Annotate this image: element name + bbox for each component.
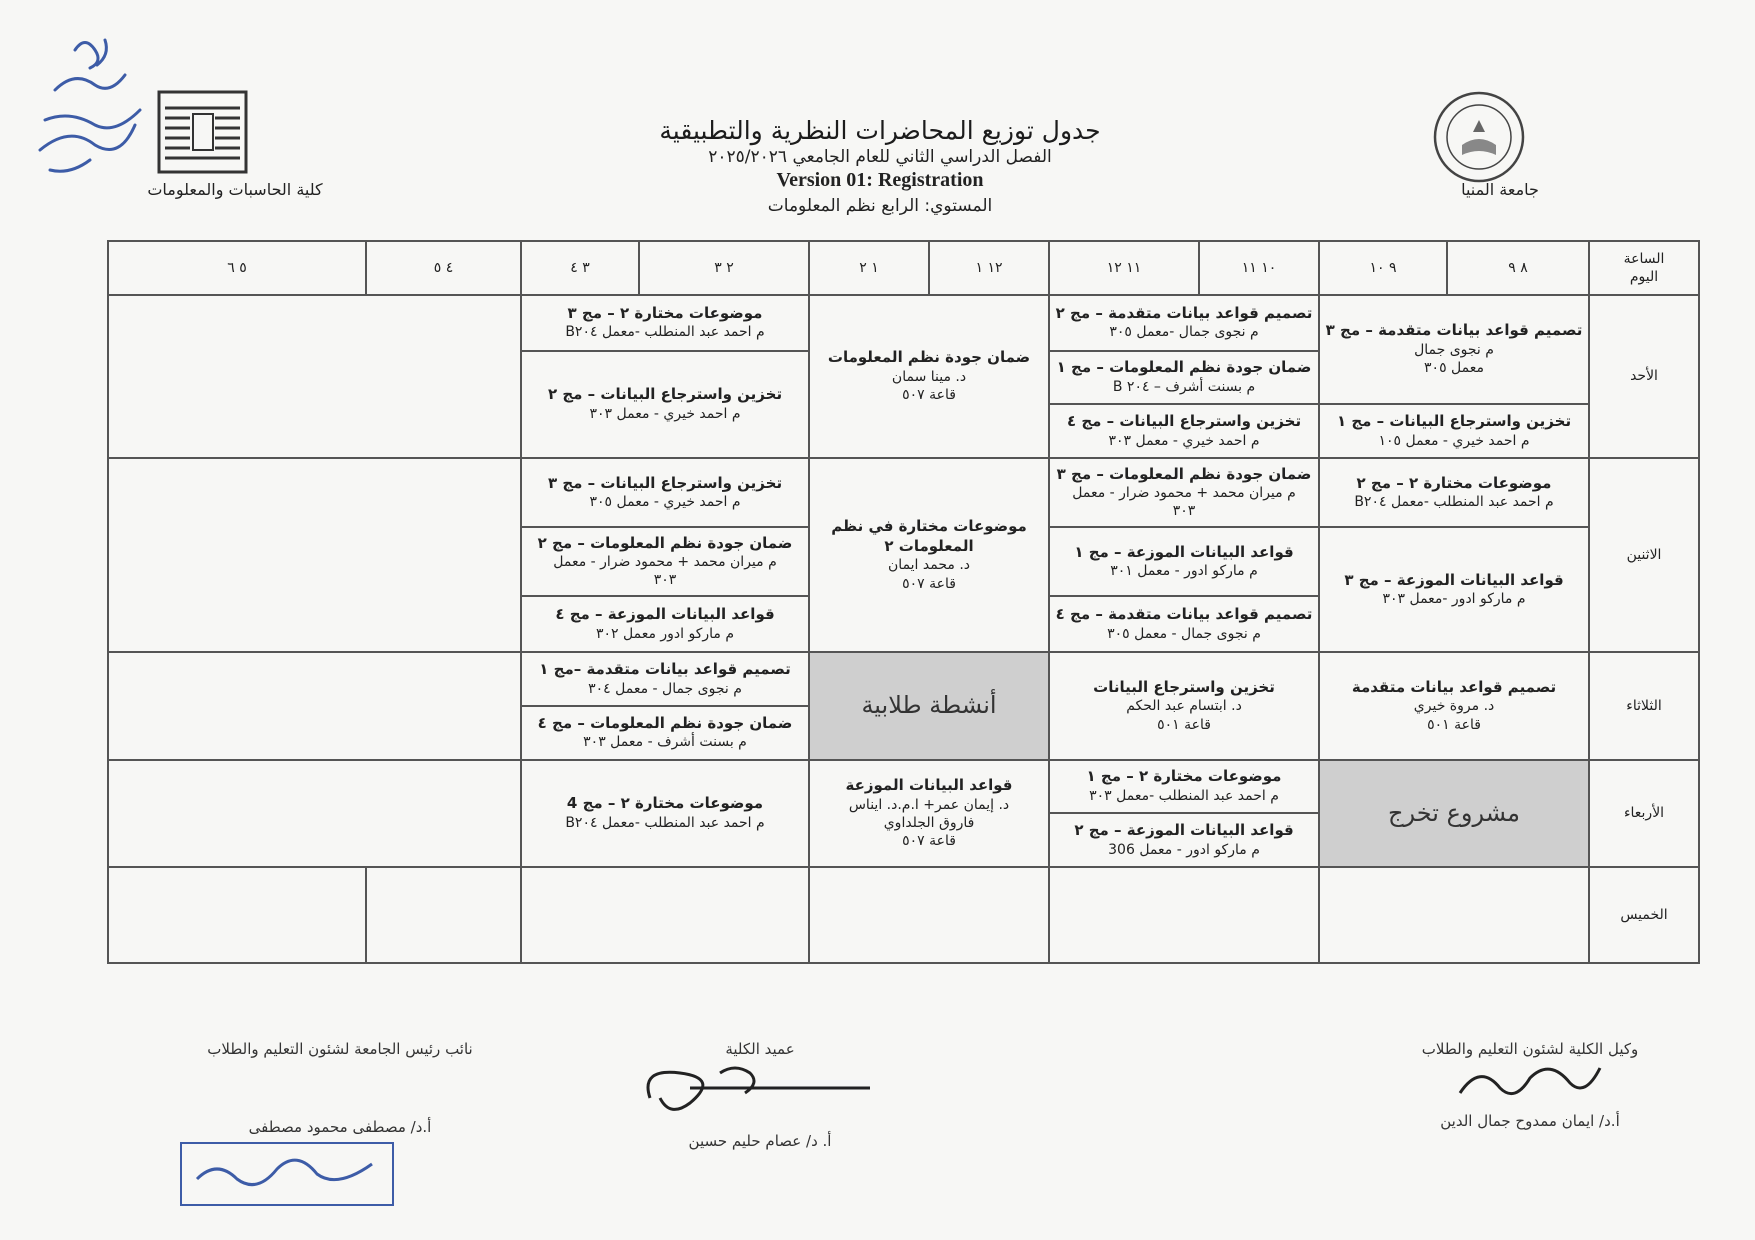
semester-subtitle: الفصل الدراسي الثاني للعام الجامعي ٢٠٢٥/٢٠٢٦	[708, 147, 1052, 167]
dean-title: عميد الكلية	[725, 1040, 795, 1058]
schedule-table	[107, 240, 1700, 964]
vp-signature-block	[180, 1040, 500, 1136]
class-cell	[521, 458, 809, 527]
class-cell	[1319, 527, 1589, 652]
course-name-line2: المعلومات ٢	[884, 536, 974, 555]
class-cell	[1319, 652, 1589, 759]
course-name: تخزين واسترجاع البيانات – مج ٢	[547, 385, 783, 404]
course-name: تصميم قواعد بيانات متقدمة – مج ٤	[1055, 605, 1313, 624]
class-cell	[521, 706, 809, 760]
day-wednesday: الأربعاء	[1589, 760, 1699, 867]
slot-header: ٥ ٦	[108, 241, 366, 295]
instructor: م ميران محمد + محمود ضرار - معمل	[553, 554, 777, 571]
room: قاعة ٥٠١	[1157, 716, 1211, 733]
instructor: م نجوى جمال - معمل ٣٠٥	[1107, 625, 1261, 642]
class-cell	[521, 295, 809, 351]
class-cell	[1049, 527, 1319, 596]
class-cell	[1319, 458, 1589, 527]
slot-header: ٩ ١٠	[1319, 241, 1447, 295]
instructor: م ماركو ادور - معمل ٣٠١	[1110, 563, 1258, 580]
class-cell	[1319, 404, 1589, 458]
course-name: ضمان جودة نظم المعلومات – مج ٢	[537, 533, 793, 552]
course-name: ضمان جودة نظم المعلومات – مج ١	[1056, 358, 1312, 377]
room: قاعة ٥٠٧	[902, 386, 956, 403]
course-name: تخزين واسترجاع البيانات – مج ٣	[547, 473, 783, 492]
instructor: م ماركو ادور -معمل ٣٠٣	[1382, 591, 1526, 608]
activity-label: أنشطة طلابية	[861, 691, 997, 720]
instructor: د. ابتسام عبد الحكم	[1126, 698, 1242, 715]
class-cell	[1049, 596, 1319, 652]
room: قاعة ٥٠١	[1427, 716, 1481, 733]
empty-cell	[366, 867, 521, 963]
version-label: Version 01: Registration	[776, 169, 984, 191]
instructor: م نجوى جمال -معمل ٣٠٥	[1109, 324, 1259, 341]
slot-header: ٤ ٥	[366, 241, 521, 295]
course-name: تصميم قواعد بيانات متقدمة –مج ١	[539, 660, 791, 679]
course-name: موضوعات مختارة ٢ – مج ٢	[1356, 473, 1552, 492]
course-name: موضوعات مختارة في نظم	[831, 517, 1027, 536]
handwritten-note	[15, 20, 155, 190]
course-name: تخزين واسترجاع البيانات	[1093, 677, 1275, 696]
instructor: م احمد خيري - معمل ١٠٥	[1378, 432, 1530, 449]
class-cell	[1049, 652, 1319, 759]
corner-header	[1589, 241, 1699, 295]
instructor: د. مروة خيري	[1413, 698, 1495, 715]
student-activities-cell	[809, 652, 1049, 759]
course-name: تصميم قواعد بيانات متقدمة – مج ٣	[1325, 321, 1583, 340]
slot-header: ١١ ١٢	[1049, 241, 1199, 295]
empty-cell	[108, 458, 521, 652]
day-monday: الاثنين	[1589, 458, 1699, 652]
class-cell	[1319, 295, 1589, 405]
instructor: د. إيمان عمر+ ا.م.د. ايناس	[848, 796, 1010, 813]
course-name: ضمان جودة نظم المعلومات – مج ٤	[537, 713, 793, 732]
instructor-line2: فاروق الجلداوي	[883, 814, 975, 831]
instructor: م احمد عبد المنطلب -معمل B٢٠٤	[1354, 494, 1554, 511]
vice-dean-name: أ.د/ ايمان ممدوح جمال الدين	[1440, 1112, 1620, 1130]
slot-header: ١٠ ١١	[1199, 241, 1319, 295]
vice-dean-signature	[1450, 1058, 1610, 1108]
course-name: تخزين واسترجاع البيانات – مج ٤	[1066, 412, 1302, 431]
instructor: م ميران محمد + محمود ضرار - معمل	[1072, 485, 1296, 501]
empty-cell	[108, 652, 521, 759]
day-sunday: الأحد	[1589, 295, 1699, 458]
class-cell	[521, 351, 809, 458]
empty-cell	[108, 760, 521, 867]
official-stamp	[180, 1142, 394, 1206]
course-name: تصميم قواعد بيانات متقدمة	[1351, 677, 1557, 696]
instructor: د. محمد ايمان	[888, 557, 971, 574]
class-cell	[521, 527, 809, 596]
course-name: موضوعات مختارة ٢ – مج 4	[566, 794, 764, 813]
day-tuesday: الثلاثاء	[1589, 652, 1699, 759]
class-cell	[521, 652, 809, 706]
room: ٣٠٣	[1172, 503, 1196, 520]
class-cell	[521, 760, 809, 867]
course-name: تصميم قواعد بيانات متقدمة – مج ٢	[1055, 303, 1313, 322]
day-thursday: الخميس	[1589, 867, 1699, 963]
dean-signature	[630, 1058, 890, 1128]
room: معمل ٣٠٥	[1424, 360, 1484, 377]
class-cell	[1049, 404, 1319, 458]
empty-cell	[108, 295, 521, 458]
slot-header: ١ ٢	[809, 241, 929, 295]
page-title: جدول توزيع المحاضرات النظرية والتطبيقية	[659, 116, 1101, 145]
course-name: قواعد البيانات الموزعة – مج ٣	[1344, 570, 1564, 589]
course-name: قواعد البيانات الموزعة – مج ٢	[1074, 821, 1294, 840]
faculty-logo	[155, 88, 250, 176]
project-label: مشروع تخرج	[1388, 798, 1520, 827]
instructor: م احمد خيري - معمل ٣٠٣	[1108, 432, 1260, 449]
empty-cell	[1049, 867, 1319, 963]
empty-cell	[1319, 867, 1589, 963]
course-name: تخزين واسترجاع البيانات – مج ١	[1336, 412, 1572, 431]
slot-header: ١٢ ١	[929, 241, 1049, 295]
instructor: م بسنت أشرف - معمل ٣٠٣	[583, 734, 747, 751]
room: قاعة ٥٠٧	[902, 833, 956, 849]
instructor: م احمد خيري - معمل ٣٠٣	[589, 405, 741, 422]
dean-name: أ. د/ عصام حليم حسين	[688, 1132, 832, 1150]
slot-header: ٣ ٤	[521, 241, 639, 295]
slot-header: ٢ ٣	[639, 241, 809, 295]
course-name: موضوعات مختارة ٢ – مج ٣	[567, 303, 763, 322]
university-name: جامعة المنيا	[1461, 180, 1539, 199]
vp-name: أ.د/ مصطفى محمود مصطفى	[248, 1118, 432, 1136]
vice-dean-title: وكيل الكلية لشئون التعليم والطلاب	[1421, 1040, 1639, 1058]
instructor: م نجوى جمال - معمل ٣٠٤	[588, 680, 742, 697]
class-cell	[1049, 813, 1319, 867]
instructor: د. مينا سمان	[891, 368, 967, 385]
instructor: م احمد خيري - معمل ٣٠٥	[589, 494, 741, 511]
level-label: المستوي: الرابع نظم المعلومات	[767, 196, 993, 216]
instructor: م ماركو ادور - معمل 306	[1108, 841, 1260, 858]
class-cell	[809, 760, 1049, 867]
instructor: م بسنت أشرف – ٢٠٤ B	[1112, 378, 1256, 395]
class-cell	[809, 458, 1049, 652]
class-cell	[521, 596, 809, 652]
empty-cell	[108, 867, 366, 963]
course-name: ضمان جودة نظم المعلومات	[827, 348, 1031, 367]
course-name: ضمان جودة نظم المعلومات – مج ٣	[1056, 464, 1312, 483]
dean-signature-block	[620, 1040, 900, 1150]
corner-day: اليوم	[1629, 268, 1659, 285]
university-logo	[1432, 90, 1527, 185]
empty-cell	[521, 867, 809, 963]
graduation-project-cell	[1319, 760, 1589, 867]
course-name: موضوعات مختارة ٢ – مج ١	[1086, 767, 1282, 786]
instructor: م احمد عبد المنطلب -معمل ٣٠٣	[1089, 787, 1279, 804]
vp-title: نائب رئيس الجامعة لشئون التعليم والطلاب	[207, 1040, 473, 1058]
instructor: م احمد عبد المنطلب -معمل B٢٠٤	[565, 324, 765, 341]
instructor: م نجوى جمال	[1414, 341, 1494, 358]
class-cell	[1049, 295, 1319, 351]
corner-time: الساعة	[1623, 250, 1665, 267]
class-cell	[1049, 760, 1319, 814]
class-cell	[809, 295, 1049, 458]
slot-header: ٨ ٩	[1447, 241, 1589, 295]
instructor: م ماركو ادور معمل ٣٠٢	[595, 625, 735, 642]
header	[560, 116, 1200, 216]
course-name: قواعد البيانات الموزعة – مج ٤	[555, 605, 775, 624]
course-name: قواعد البيانات الموزعة	[845, 776, 1013, 795]
faculty-name: كلية الحاسبات والمعلومات	[147, 180, 323, 199]
course-name: قواعد البيانات الموزعة – مج ١	[1074, 542, 1294, 561]
instructor: م احمد عبد المنطلب -معمل B٢٠٤	[565, 814, 765, 831]
class-cell	[1049, 458, 1319, 527]
class-cell	[1049, 351, 1319, 405]
vice-dean-signature-block	[1380, 1040, 1680, 1130]
empty-cell	[809, 867, 1049, 963]
room: ٣٠٣	[653, 572, 677, 589]
room: قاعة ٥٠٧	[902, 575, 956, 592]
